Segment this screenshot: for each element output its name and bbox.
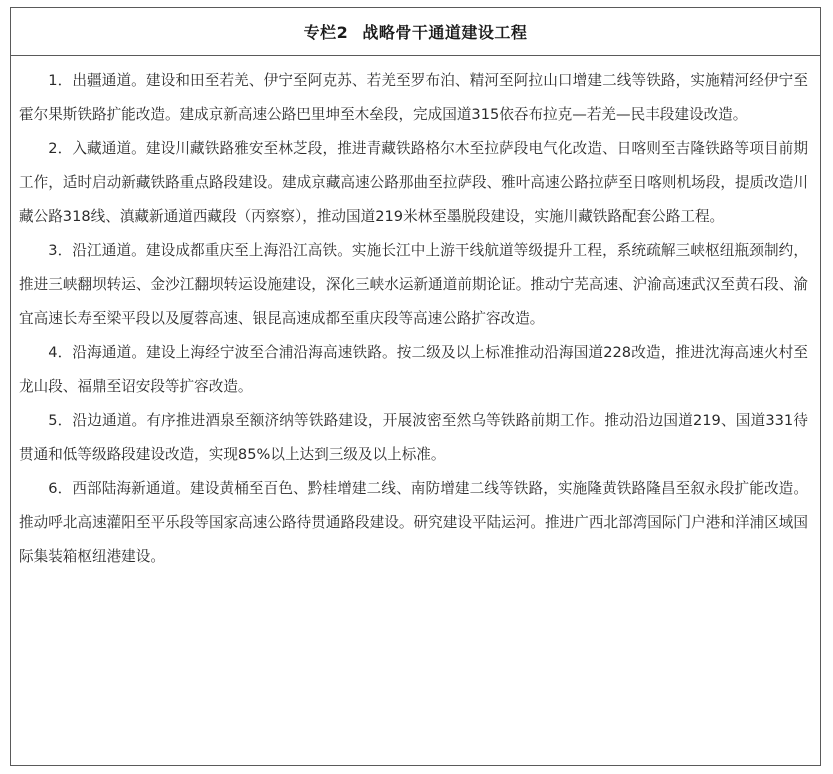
paragraph-number: 6．	[48, 480, 73, 497]
paragraph-text: 建设川藏铁路雅安至林芝段，推进青藏铁路格尔木至拉萨段电气化改造、日喀则至吉隆铁路等项目前期工作，适时启动新藏铁路重点路段建设。建成京藏高速公路那曲至拉萨段、雅叶高速公路拉萨至日喀则机场段，提质改造川藏公路318线、滇藏新通道西藏段（丙察察），推动国道219米林至墨脱段建设，实施川藏铁路配套公路工程。	[19, 140, 808, 225]
box-title	[304, 20, 528, 43]
box-title-label: 专栏2	[303, 23, 349, 42]
paragraph-text: 建设上海经宁波至合浦沿海高速铁路。按二级及以上标准推动沿海国道228改造，推进沈海高速火村至龙山段、福鼎至诏安段等扩容改造。	[19, 344, 808, 395]
paragraph-number: 4．	[48, 344, 73, 361]
paragraph-2	[19, 132, 808, 234]
paragraph-3	[19, 234, 808, 336]
paragraph-number: 3．	[48, 242, 73, 259]
paragraph-heading: 沿江通道。	[72, 242, 146, 259]
paragraph-heading: 入藏通道。	[72, 140, 146, 157]
paragraph-6	[19, 472, 808, 574]
paragraph-number: 5．	[48, 412, 73, 429]
paragraph-heading: 沿边通道。	[72, 412, 147, 429]
box-title-text: 战略骨干通道建设工程	[362, 23, 528, 42]
paragraph-number: 2．	[48, 140, 73, 157]
paragraph-5	[19, 404, 808, 472]
paragraph-1	[19, 64, 808, 132]
box-title-row	[11, 8, 820, 56]
box-body	[11, 56, 820, 574]
feature-box	[10, 7, 821, 766]
paragraph-text: 建设和田至若羌、伊宁至阿克苏、若羌至罗布泊、精河至阿拉山口增建二线等铁路，实施精河经伊宁至霍尔果斯铁路扩能改造。建成京新高速公路巴里坤至木垒段，完成国道315依吞布拉克—若羌—民丰段建设改造。	[19, 72, 808, 123]
paragraph-text: 建设黄桶至百色、黔桂增建二线、南防增建二线等铁路，实施隆黄铁路隆昌至叙永段扩能改造。推动呼北高速灌阳至平乐段等国家高速公路待贯通路段建设。研究建设平陆运河。推进广西北部湾国际门户港和洋浦区域国际集装箱枢纽港建设。	[19, 480, 808, 565]
paragraph-text: 建设成都重庆至上海沿江高铁。实施长江中上游干线航道等级提升工程，系统疏解三峡枢纽瓶颈制约，推进三峡翻坝转运、金沙江翻坝转运设施建设，深化三峡水运新通道前期论证。推动宁芜高速、沪渝高速武汉至黄石段、渝宜高速长寿至梁平段以及厦蓉高速、银昆高速成都至重庆段等高速公路扩容改造。	[19, 242, 808, 327]
paragraph-heading: 沿海通道。	[72, 344, 147, 361]
paragraph-4	[19, 336, 808, 404]
paragraph-number: 1．	[48, 72, 73, 89]
paragraph-heading: 出疆通道。	[72, 72, 146, 89]
paragraph-heading: 西部陆海新通道。	[72, 480, 191, 497]
paragraph-text: 有序推进酒泉至额济纳等铁路建设，开展波密至然乌等铁路前期工作。推动沿边国道219、国道331待贯通和低等级路段建设改造，实现85%以上达到三级及以上标准。	[19, 412, 808, 463]
